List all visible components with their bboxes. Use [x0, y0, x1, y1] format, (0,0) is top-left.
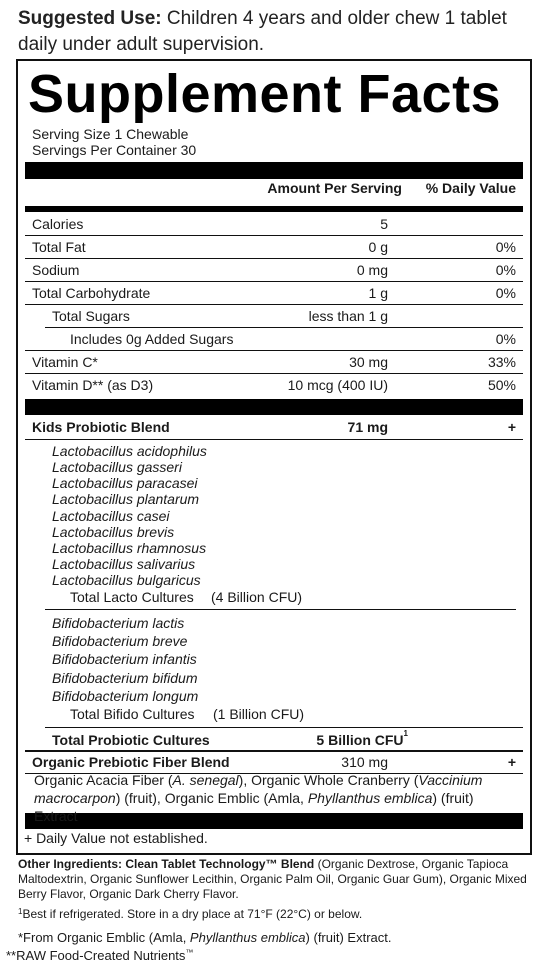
fiber-blend-name: Organic Prebiotic Fiber Blend [32, 754, 230, 770]
nutrient-amount: 1 g [368, 285, 388, 301]
note-emblic [18, 930, 392, 946]
total-probiotic-row [52, 729, 516, 751]
note-text: ) (fruit) Extract. [305, 930, 392, 945]
note-refrigerate [18, 907, 362, 922]
bifido-strain: Bifidobacterium lactis [52, 615, 185, 631]
note-text: **RAW Food-Created Nutrients [6, 948, 186, 963]
bifido-strain: Bifidobacterium longum [52, 688, 199, 704]
superscript-1: 1 [18, 907, 23, 916]
bifido-total-label: Total Bifido Cultures [70, 706, 195, 722]
lacto-strain: Lactobacillus brevis [52, 524, 175, 540]
fiber-text-italic: Vaccinium macrocarpon [34, 772, 483, 806]
probiotic-blend-dv: + [507, 419, 516, 435]
lacto-strain: Lactobacillus bulgaricus [52, 572, 201, 588]
bifido-strain: Bifidobacterium breve [52, 633, 188, 649]
thick-rule-mid [25, 399, 523, 415]
fiber-ingredients [34, 771, 510, 825]
fiber-text-italic: Phyllanthus emblica [307, 790, 433, 806]
column-header [32, 180, 516, 200]
note-text: *From Organic Emblic (Amla, [18, 930, 190, 945]
probiotic-blend-row [32, 416, 516, 438]
note-text-italic: Phyllanthus emblica [189, 930, 306, 945]
row-divider [45, 727, 523, 728]
fiber-text: Organic Acacia Fiber ( [34, 772, 173, 788]
nutrient-amount: 0 g [368, 239, 388, 255]
lacto-total-value: (4 Billion CFU) [211, 589, 303, 605]
total-probiotic-amount [316, 729, 408, 751]
nutrient-row-added-sugars [32, 328, 516, 350]
nutrient-name: Total Fat [32, 239, 86, 255]
lacto-strain: Lactobacillus paracasei [52, 475, 198, 491]
fiber-text: ) (fruit), Organic Emblic (Amla, [115, 790, 308, 806]
nutrient-row-total-sugars [32, 305, 516, 327]
nutrient-dv: 50% [487, 377, 516, 393]
total-probiotic-value: 5 Billion CFU [316, 732, 404, 748]
nutrient-row-sodium [32, 259, 516, 281]
nutrient-dv: 33% [487, 354, 516, 370]
nutrient-name: Sodium [32, 262, 80, 278]
panel-title: Supplement Facts [28, 64, 502, 124]
nutrient-amount: 10 mcg (400 IU) [287, 377, 388, 393]
nutrient-amount: 5 [380, 216, 388, 232]
bifido-total-value: (1 Billion CFU) [213, 706, 305, 722]
bifido-strain: Bifidobacterium infantis [52, 651, 197, 667]
other-ingredients-text: (Organic Dextrose, Organic Tapioca Maltodextrin, Organic Sunflower Lecithin, Organic Palm Oil, Organic Guar Gum), Organic Mixed Berry Flavor, Organic Dark Cherry Flavor. [18, 857, 527, 901]
amount-header: Amount Per Serving [267, 180, 402, 196]
lacto-strain: Lactobacillus casei [52, 508, 170, 524]
row-divider [45, 609, 516, 610]
note-text: Best if refrigerated. Store in a dry place at 71°F (22°C) or below. [22, 907, 363, 921]
nutrient-name: Vitamin D** (as D3) [32, 377, 154, 393]
nutrient-dv: 0% [495, 239, 516, 255]
lacto-strain: Lactobacillus acidophilus [52, 443, 207, 459]
trademark-sup: ™ [185, 948, 194, 957]
note-raw [6, 948, 193, 964]
rule-header [25, 206, 523, 212]
dv-header: % Daily Value [425, 180, 516, 196]
nutrient-row-calories [32, 213, 516, 235]
bifido-strain: Bifidobacterium bifidum [52, 670, 198, 686]
probiotic-blend-name: Kids Probiotic Blend [32, 419, 170, 435]
other-ingredients [18, 857, 530, 902]
fiber-text: ) (fruit) Extract [34, 790, 474, 824]
nutrient-row-carbohydrate [32, 282, 516, 304]
lacto-strain: Lactobacillus rhamnosus [52, 540, 207, 556]
fiber-blend-row [32, 751, 516, 773]
suggested-use-label: Suggested Use: [18, 8, 162, 29]
dv-footnote: + Daily Value not established. [24, 830, 208, 846]
servings-per-container: Servings Per Container 30 [32, 142, 197, 158]
nutrient-name: Vitamin C* [32, 354, 98, 370]
lacto-strain: Lactobacillus plantarum [52, 491, 200, 507]
nutrient-name: Total Sugars [52, 308, 130, 324]
fiber-text-italic: A. senegal [172, 772, 239, 788]
supplement-facts-panel [16, 59, 532, 855]
lacto-strain: Lactobacillus gasseri [52, 459, 182, 475]
nutrient-amount: 0 mg [356, 262, 388, 278]
suggested-use-text: Children 4 years and older chew 1 tablet daily under adult supervision. [18, 8, 507, 55]
total-probiotic-name: Total Probiotic Cultures [52, 732, 210, 748]
nutrient-row-vitamin-d [32, 374, 516, 396]
fiber-blend-amount: 310 mg [341, 754, 388, 770]
thick-rule-top [25, 162, 523, 179]
row-divider [25, 439, 523, 440]
nutrient-row-vitamin-c [32, 351, 516, 373]
superscript-1: 1 [403, 729, 408, 738]
fiber-blend-dv: + [507, 754, 516, 770]
probiotic-blend-amount: 71 mg [347, 419, 388, 435]
nutrient-dv: 0% [495, 285, 516, 301]
nutrient-name: Total Carbohydrate [32, 285, 151, 301]
serving-size: Serving Size 1 Chewable [32, 126, 189, 142]
lacto-total-label: Total Lacto Cultures [70, 589, 194, 605]
nutrient-dv: 0% [495, 331, 516, 347]
suggested-use [18, 6, 528, 58]
lacto-strain: Lactobacillus salivarius [52, 556, 196, 572]
nutrient-name: Calories [32, 216, 84, 232]
nutrient-dv: 0% [495, 262, 516, 278]
nutrient-row-total-fat [32, 236, 516, 258]
nutrient-amount: less than 1 g [308, 308, 388, 324]
other-ingredients-label: Other Ingredients: Clean Tablet Technology™ Blend [18, 857, 315, 871]
nutrient-name: Includes 0g Added Sugars [70, 331, 234, 347]
fiber-text: ), Organic Whole Cranberry ( [238, 772, 419, 788]
nutrient-amount: 30 mg [349, 354, 388, 370]
